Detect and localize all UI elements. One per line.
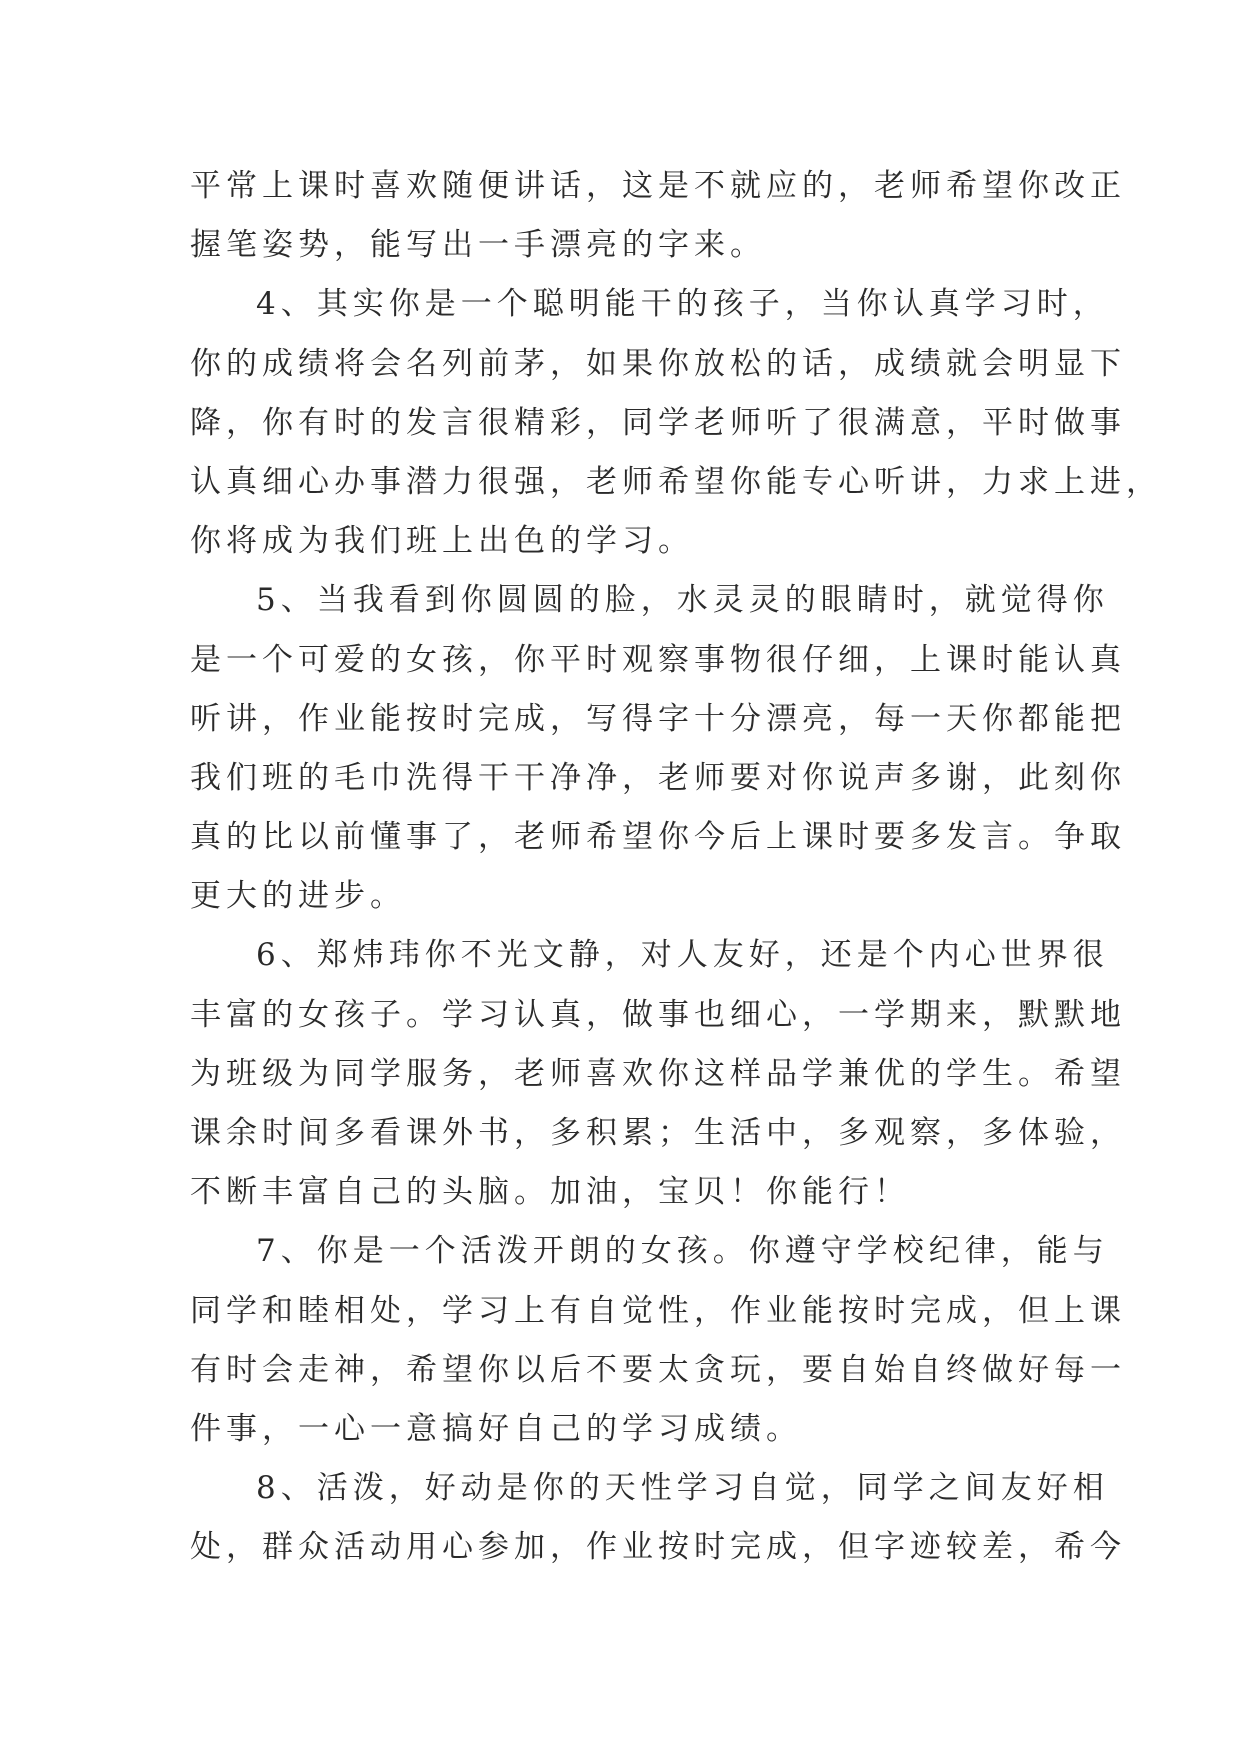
text-line: 件事，一心一意搞好自己的学习成绩。	[190, 1410, 802, 1447]
paragraph-start-line: 5、当我看到你圆圆的脸，水灵灵的眼睛时，就觉得你	[256, 582, 1109, 619]
paragraph-start-line: 6、郑炜玮你不光文静，对人友好，还是个内心世界很	[256, 937, 1109, 974]
text-line: 听讲，作业能按时完成，写得字十分漂亮，每一天你都能把	[190, 700, 1126, 737]
text-line: 是一个可爱的女孩，你平时观察事物很仔细，上课时能认真	[190, 641, 1126, 678]
text-line: 更大的进步。	[190, 878, 406, 915]
text-line: 为班级为同学服务，老师喜欢你这样品学兼优的学生。希望	[190, 1055, 1126, 1092]
text-line: 我们班的毛巾洗得干干净净，老师要对你说声多谢，此刻你	[190, 759, 1126, 796]
text-line: 平常上课时喜欢随便讲话，这是不就应的，老师希望你改正	[190, 168, 1126, 204]
text-line: 处，群众活动用心参加，作业按时完成，但字迹较差，希今	[190, 1529, 1126, 1566]
paragraph-start-line: 8、活泼，好动是你的天性学习自觉，同学之间友好相	[256, 1470, 1109, 1507]
text-line: 丰富的女孩子。学习认真，做事也细心，一学期来，默默地	[190, 996, 1126, 1033]
text-line: 同学和睦相处，学习上有自觉性，作业能按时完成，但上课	[190, 1292, 1126, 1329]
text-line: 有时会走神，希望你以后不要太贪玩，要自始自终做好每一	[190, 1351, 1126, 1388]
text-line: 真的比以前懂事了，老师希望你今后上课时要多发言。争取	[190, 819, 1126, 856]
text-line: 课余时间多看课外书，多积累；生活中，多观察，多体验，	[190, 1115, 1126, 1151]
text-line: 握笔姿势，能写出一手漂亮的字来。	[190, 227, 766, 264]
document-body	[190, 157, 1162, 1578]
text-line: 降，你有时的发言很精彩，同学老师听了很满意，平时做事	[190, 404, 1126, 441]
text-line: 不断丰富自己的头脑。加油，宝贝！你能行！	[190, 1174, 910, 1211]
text-line: 认真细心办事潜力很强，老师希望你能专心听讲，力求上进，	[190, 463, 1162, 500]
paragraph-start-line: 4、其实你是一个聪明能干的孩子，当你认真学习时，	[256, 286, 1109, 323]
text-line: 你将成为我们班上出色的学习。	[190, 523, 694, 560]
paragraph-start-line: 7、你是一个活泼开朗的女孩。你遵守学校纪律，能与	[256, 1233, 1109, 1270]
text-line: 你的成绩将会名列前茅，如果你放松的话，成绩就会明显下	[190, 345, 1126, 382]
